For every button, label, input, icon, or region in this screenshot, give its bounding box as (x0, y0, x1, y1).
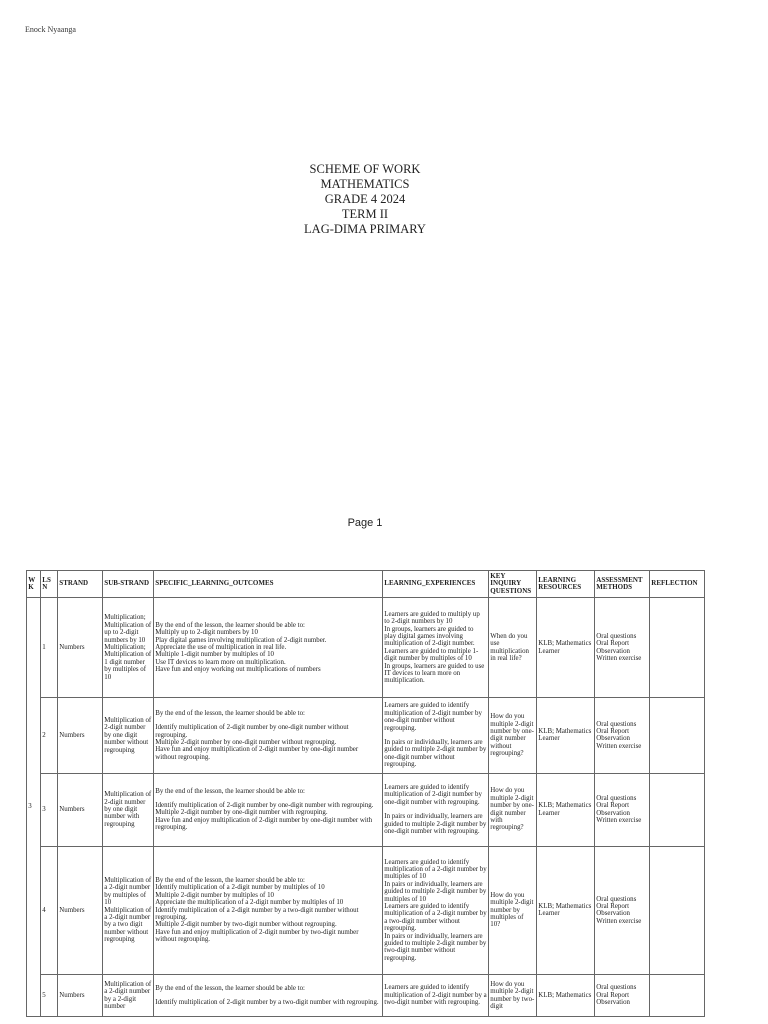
strand-cell: Numbers (58, 974, 103, 1016)
lsn-cell: 1 (41, 598, 58, 698)
title-line-grade: GRADE 4 2024 (324, 192, 406, 206)
key-question-cell: How do you multiple 2-digit number by two-digit (489, 974, 537, 1016)
title-line-scheme: SCHEME OF WORK (309, 162, 421, 176)
header-outcomes: SPECIFIC_LEARNING_OUTCOMES (154, 571, 383, 598)
outcomes-cell (154, 773, 383, 846)
experiences-part-b: In pairs or individually, learners are guided to multiple 2-digit number by one-digit number without regrouping. (384, 738, 487, 769)
resources-cell: KLB; Mathematics Learner (537, 773, 595, 846)
reflection-cell (650, 698, 705, 773)
week-cell: 3 (27, 598, 41, 1017)
reflection-cell (650, 846, 705, 974)
header-lsn: LSN (41, 571, 58, 598)
experiences-part-a: Learners are guided to identify multiplication of 2-digit number by one-digit number with regrouping. (384, 783, 482, 806)
experiences-part-a: Learners are guided to identify multiplication of 2-digit number by one-digit number without regrouping. (384, 702, 482, 732)
experiences-cell: Learners are guided to identify multiplication of 2-digit number by a two-digit number with regrouping. (383, 974, 489, 1016)
outcomes-intro: By the end of the lesson, the learner should be able to: (155, 984, 305, 992)
table-header-row (27, 571, 705, 598)
table-row (27, 773, 705, 846)
outcomes-list: Identify multiplication of 2-digit number by one-digit number with regrouping. Multiple 2-digit number by one-digit number with regrouping. Have fun and enjoy multiplication of 2-digit number by one-digit number with regrouping. (155, 802, 374, 832)
title-line-school: LAG-DIMA PRIMARY (304, 222, 426, 236)
sub-strand-cell: Multiplication of a 2-digit number by a 2-digit number (103, 974, 154, 1016)
header-reflection: REFLECTION (650, 571, 705, 598)
outcomes-intro: By the end of the lesson, the learner should be able to: (155, 877, 305, 885)
strand-cell: Numbers (58, 698, 103, 773)
header-experiences: LEARNING_EXPERIENCES (383, 571, 489, 598)
resources-cell: KLB; Mathematics Learner (537, 846, 595, 974)
outcomes-cell (154, 846, 383, 974)
key-question-cell: How do you multiple 2-digit number by multiples of 10? (489, 846, 537, 974)
page-number: Page 1 (347, 517, 383, 529)
table-row (27, 846, 705, 974)
experiences-cell (383, 773, 489, 846)
lsn-cell: 4 (41, 846, 58, 974)
sub-strand-cell: Multiplication of 2-digit number by one digit number with regrouping (103, 773, 154, 846)
title-line-term: TERM II (341, 207, 389, 221)
outcomes-intro: By the end of the lesson, the learner should be able to: (155, 621, 305, 629)
lsn-cell: 5 (41, 974, 58, 1016)
outcomes-intro: By the end of the lesson, the learner should be able to: (155, 787, 305, 795)
resources-cell: KLB; Mathematics Learner (537, 698, 595, 773)
outcomes-list: Identify multiplication of 2-digit number by one-digit number without regrouping. Multiple 2-digit number by one-digit number without regrouping. Have fun and enjoy multiplication of 2-digit number by one-digit number without regrouping. (155, 724, 359, 761)
outcomes-cell (154, 698, 383, 773)
scheme-table (26, 570, 705, 1017)
reflection-cell (650, 598, 705, 698)
assessment-cell: Oral questions Oral Report Observation Written exercise (595, 773, 650, 846)
table-row (27, 974, 705, 1016)
strand-cell: Numbers (58, 598, 103, 698)
sub-strand-cell: Multiplication of 2-digit number by one digit number without regrouping (103, 698, 154, 773)
sub-strand-cell: Multiplication of a 2-digit number by multiples of 10 Multiplication of a 2-digit number by a two digit number without regrouping (103, 846, 154, 974)
resources-cell: KLB; Mathematics (537, 974, 595, 1016)
assessment-cell: Oral questions Oral Report Observation Written exercise (595, 846, 650, 974)
experiences-cell (383, 698, 489, 773)
outcomes-list: Identify multiplication of a 2-digit number by multiples of 10 Multiple 2-digit number by multiples of 10 Appreciate the multiplication of a 2-digit number by multiples of 10 Identify multiplication of a 2-digit number by a two-digit number without regrouping. Multiple 2-digit number by two-digit number without regrouping. Have fun and enjoy multiplication of 2-digit number by two-digit number without regrouping. (155, 884, 359, 944)
lsn-cell: 2 (41, 698, 58, 773)
experiences-cell: Learners are guided to multiply up to 2-digit numbers by 10 In groups, learners are guided to play digital games involving multiplication of 2-digit number. Learners are guided to multiple 1-digit number by multiples of 10 In groups, learners are guided to use IT devices to learn more on multiplication. (383, 598, 489, 698)
outcomes-list: Multiply up to 2-digit numbers by 10 Play digital games involving multiplication of 2-digit number. Appreciate the use of multiplication in real life. Multiple 1-digit number by multiples of 10 Use IT devices to learn more on multiplication. Have fun and enjoy working out multiplications of numbers (155, 629, 327, 674)
document-author: Enock Nyaanga (25, 25, 76, 34)
table-row (27, 698, 705, 773)
table-row (27, 598, 705, 698)
header-wk: WK (27, 571, 41, 598)
experiences-cell: Learners are guided to identify multiplication of a 2-digit number by multiples of 10 In pairs or individually, learners are guided to multiple 2-digit number by multiples of 10 Learners are guided to identify multiplication of a 2-digit number by a two-digit number without regrouping. In pairs or individually, learners are guided to multiple 2-digit number by two-digit number without regrouping. (383, 846, 489, 974)
document-title-block (0, 162, 730, 237)
reflection-cell (650, 773, 705, 846)
sub-strand-cell: Multiplication; Multiplication of up to 2-digit numbers by 10 Multiplication; Multiplication of 1 digit number by multiples of 10 (103, 598, 154, 698)
header-sub-strand: SUB-STRAND (103, 571, 154, 598)
lsn-cell: 3 (41, 773, 58, 846)
assessment-cell: Oral questions Oral Report Observation Written exercise (595, 598, 650, 698)
outcomes-list: Identify multiplication of 2-digit number by a two-digit number with regrouping. (155, 999, 379, 1007)
key-question-cell: When do you use multiplication in real life? (489, 598, 537, 698)
header-resources: LEARNING RESOURCES (537, 571, 595, 598)
header-key-questions: KEY INQUIRY QUESTIONS (489, 571, 537, 598)
header-assessment: ASSESSMENT METHODS (595, 571, 650, 598)
key-question-cell: How do you multiple 2-digit number by one-digit number with regrouping? (489, 773, 537, 846)
strand-cell: Numbers (58, 773, 103, 846)
outcomes-cell (154, 974, 383, 1016)
title-line-subject: MATHEMATICS (320, 177, 410, 191)
outcomes-cell (154, 598, 383, 698)
experiences-part-b: In pairs or individually, learners are guided to multiple 2-digit number by one-digit number with regrouping. (384, 813, 487, 835)
assessment-cell: Oral questions Oral Report Observation Written exercise (595, 698, 650, 773)
assessment-cell: Oral questions Oral Report Observation (595, 974, 650, 1016)
key-question-cell: How do you multiple 2-digit number by one-digit number without regrouping? (489, 698, 537, 773)
resources-cell: KLB; Mathematics Learner (537, 598, 595, 698)
header-strand: STRAND (58, 571, 103, 598)
strand-cell: Numbers (58, 846, 103, 974)
outcomes-intro: By the end of the lesson, the learner should be able to: (155, 709, 305, 717)
reflection-cell (650, 974, 705, 1016)
